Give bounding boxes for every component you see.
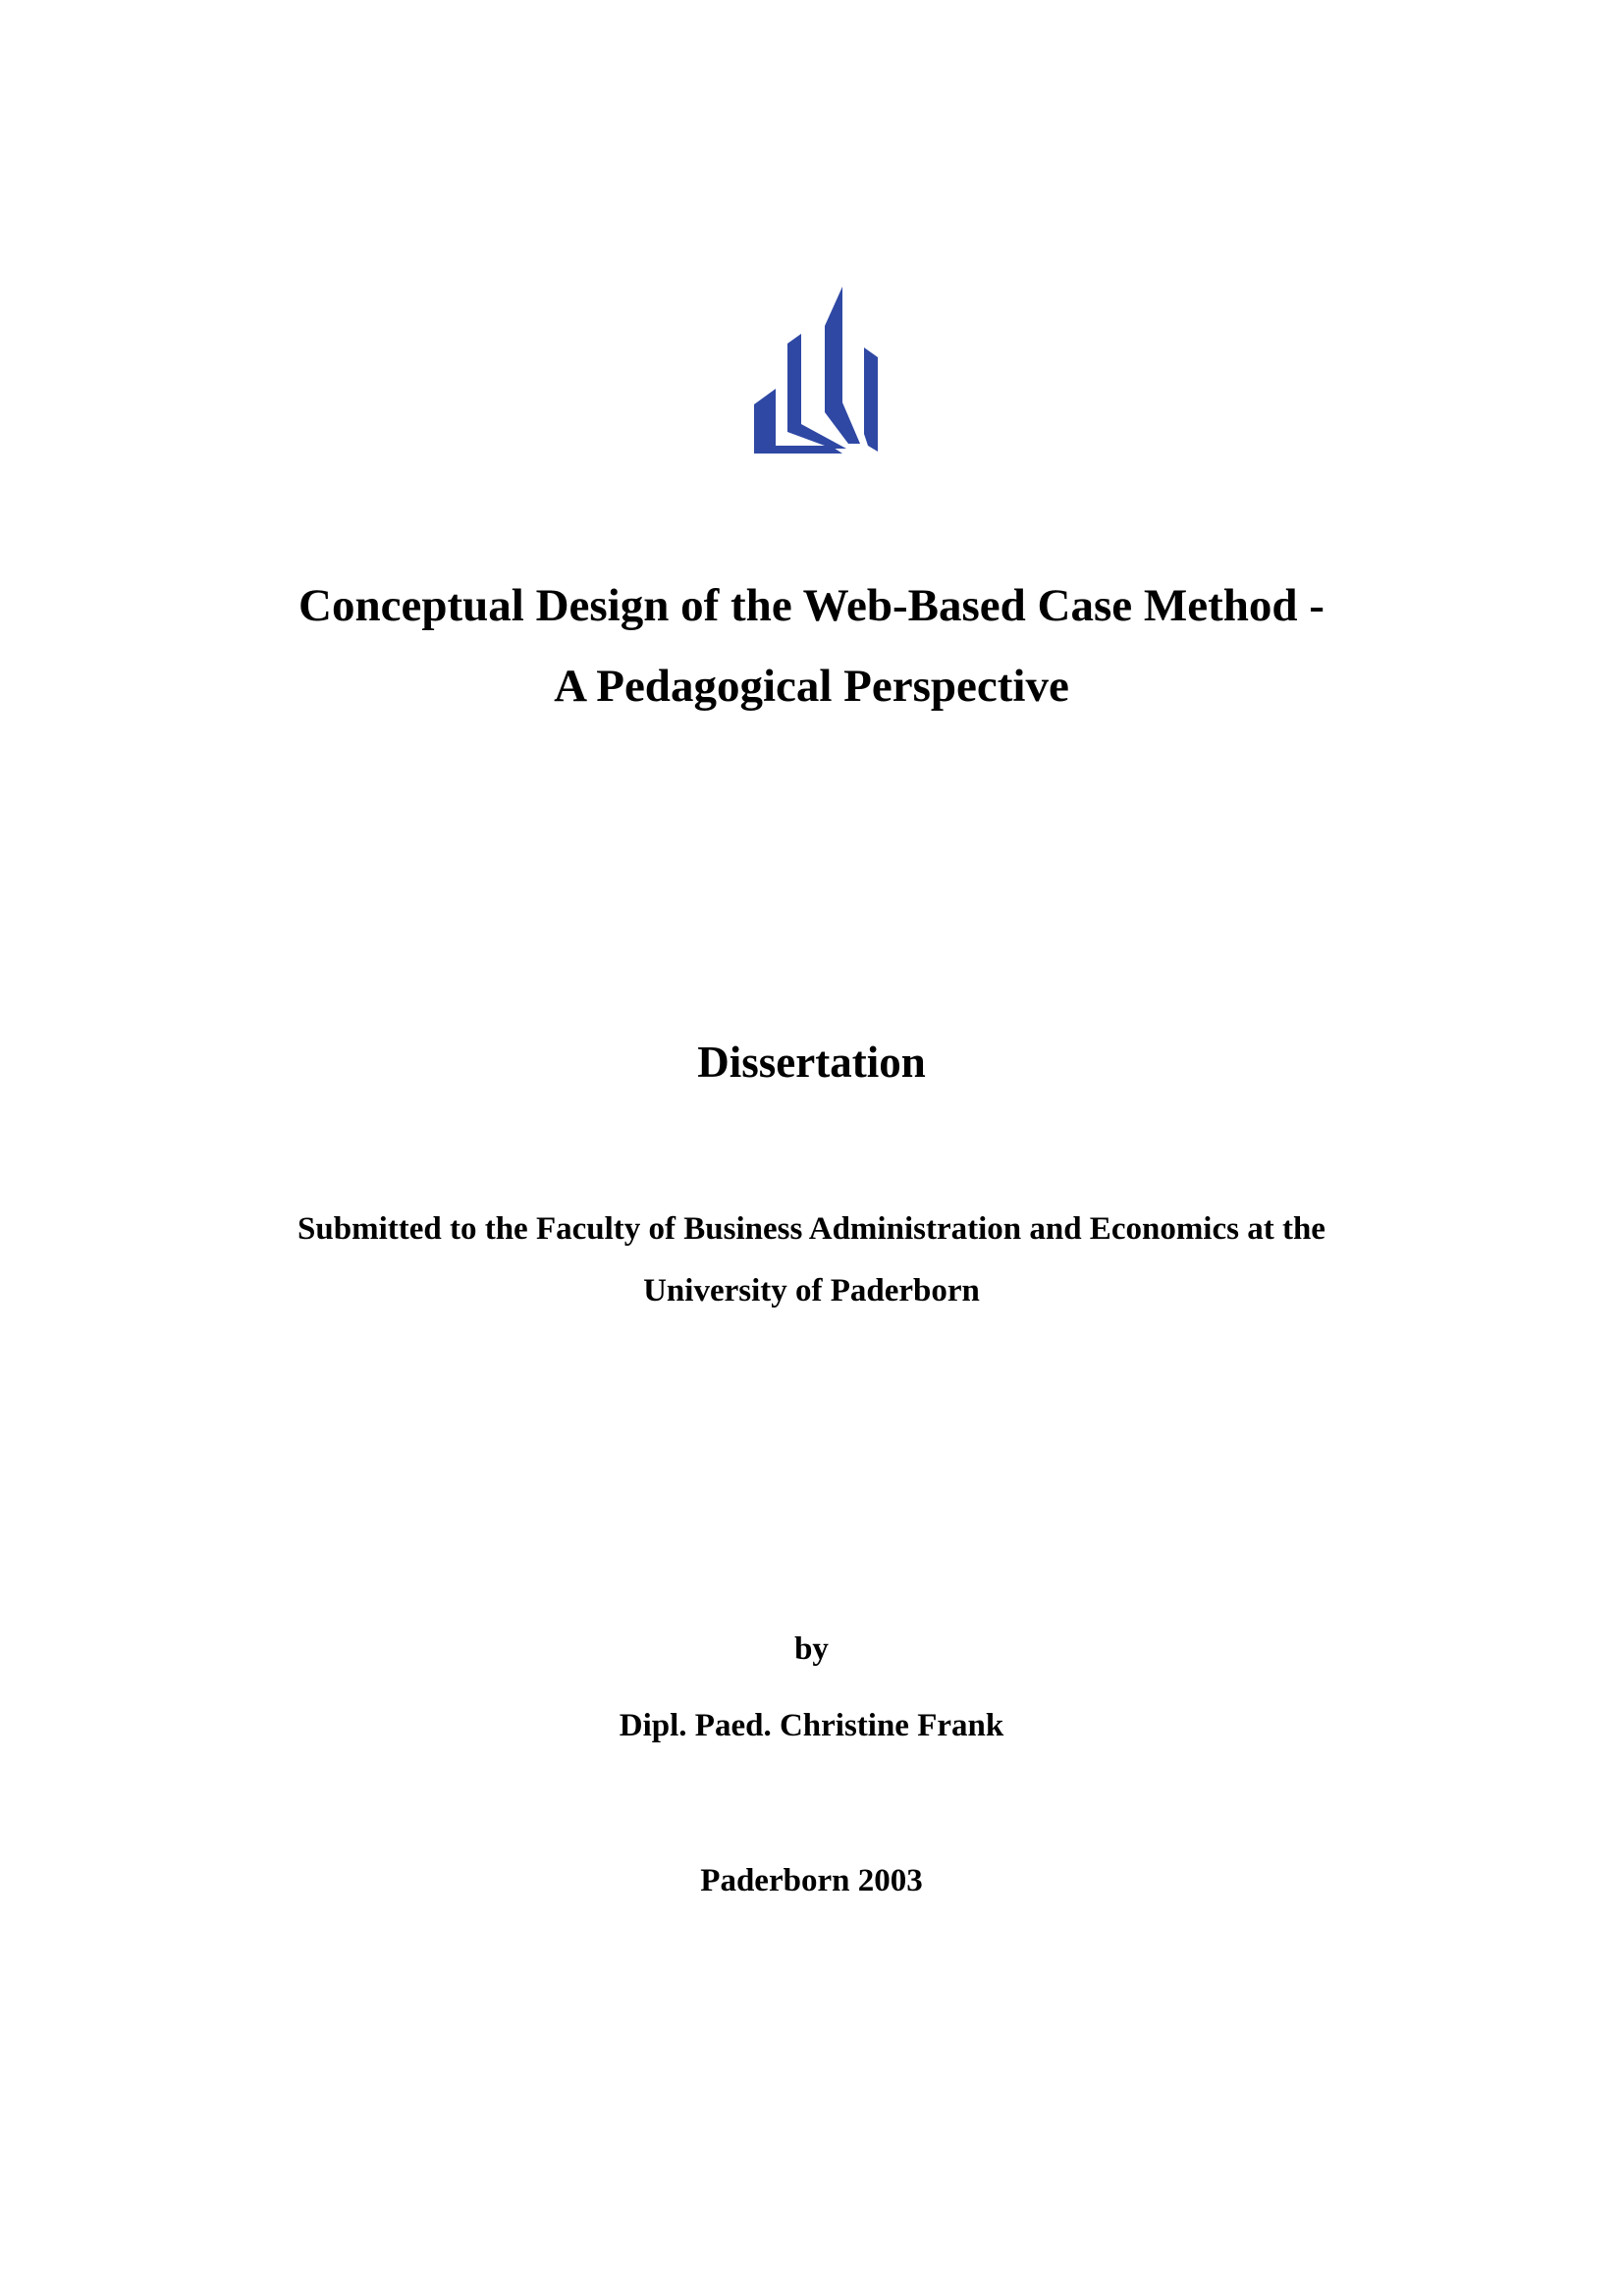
author-name: Dipl. Paed. Christine Frank xyxy=(619,1708,1004,1743)
university-logo-icon xyxy=(754,287,878,454)
place-year: Paderborn 2003 xyxy=(700,1863,923,1898)
title-line-2: A Pedagogical Perspective xyxy=(554,661,1069,712)
submission-line-1: Submitted to the Faculty of Business Administration and Economics at the xyxy=(298,1211,1325,1247)
document-type: Dissertation xyxy=(697,1038,926,1087)
submission-line-2: University of Paderborn xyxy=(643,1273,980,1308)
title-line-1: Conceptual Design of the Web-Based Case Method - xyxy=(298,580,1325,631)
byline: by xyxy=(794,1631,829,1667)
